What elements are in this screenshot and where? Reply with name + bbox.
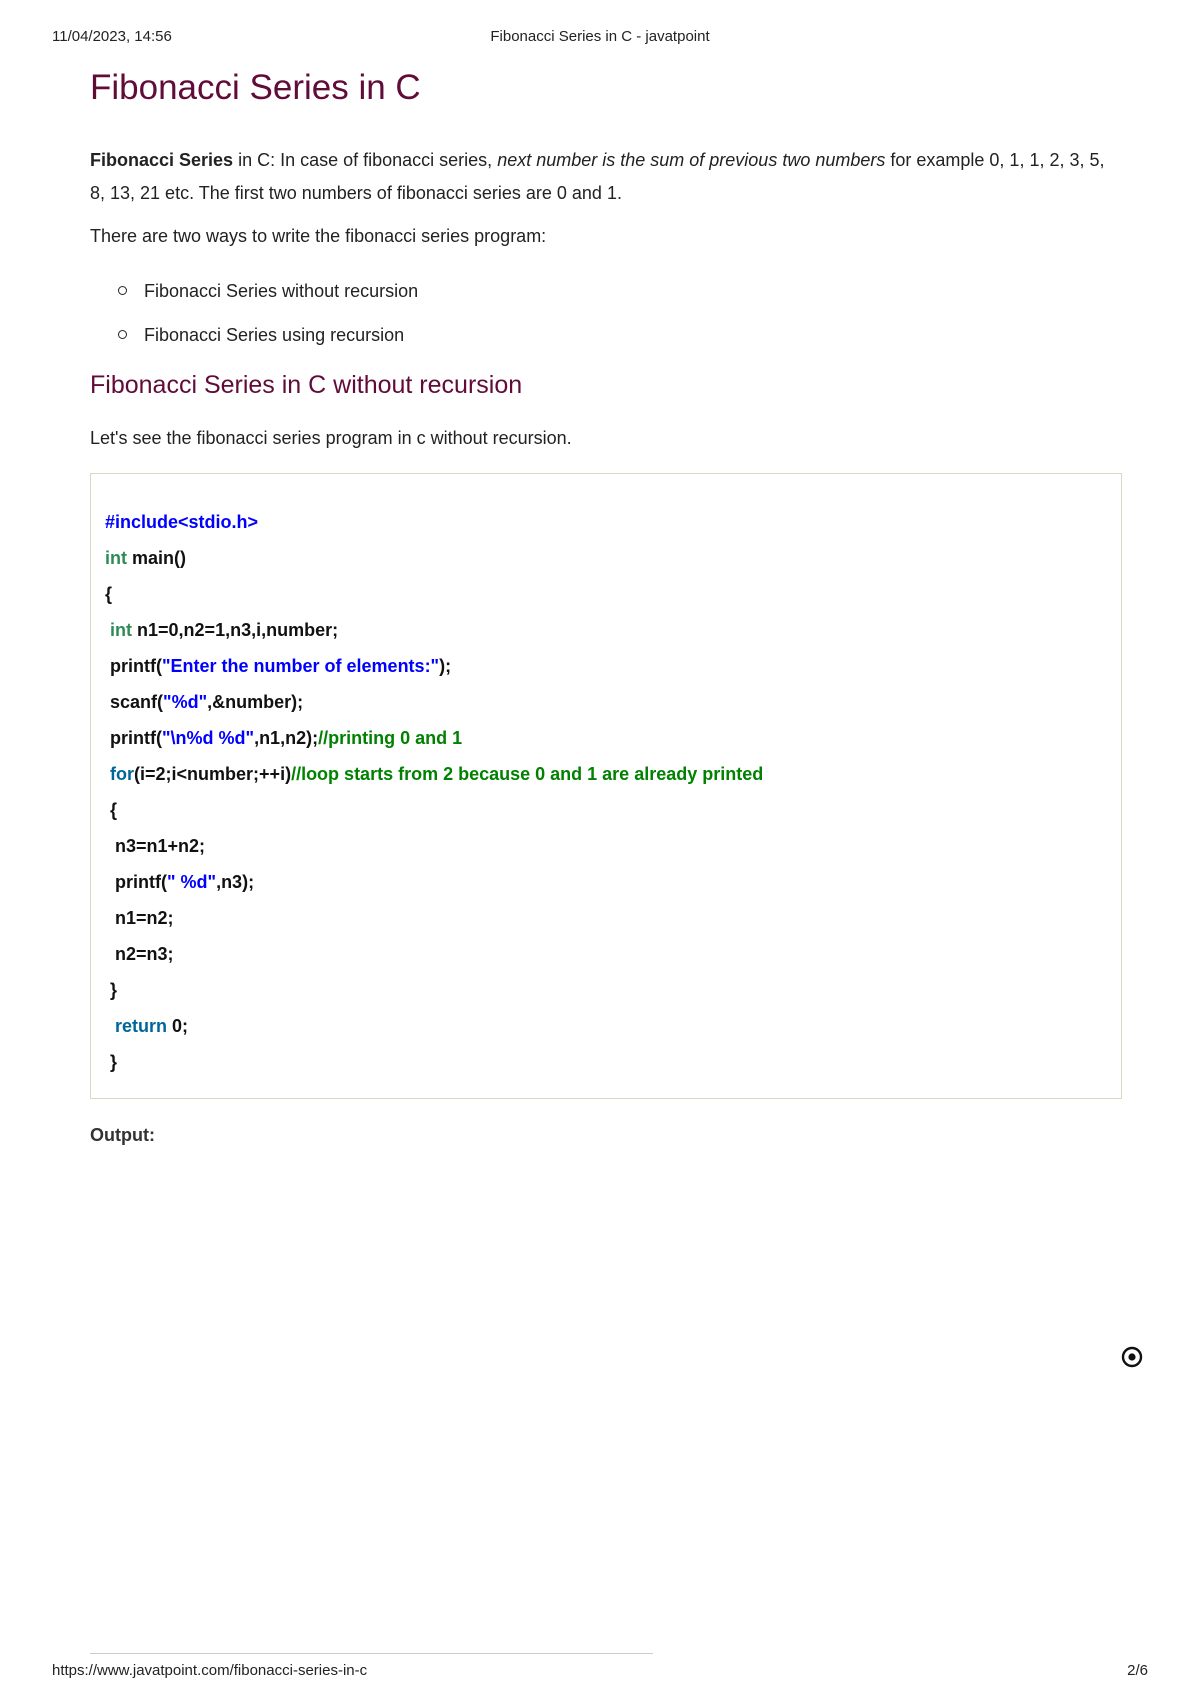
code-line <box>105 900 1107 936</box>
code-line <box>105 504 1107 540</box>
output-label: Output: <box>90 1125 155 1145</box>
list-item-label: Fibonacci Series without recursion <box>144 281 419 301</box>
section-title: Fibonacci Series in C without recursion <box>90 371 523 399</box>
code-token: printf( <box>105 728 162 748</box>
page-number: 2/6 <box>1127 1662 1148 1679</box>
code-token: ,&number); <box>207 692 304 712</box>
code-line <box>105 972 1107 1008</box>
code-token: ); <box>439 656 452 676</box>
intro-text-1: in C: In case of fibonacci series, <box>233 150 498 170</box>
code-token: //loop starts from 2 because 0 and 1 are already printed <box>291 764 764 784</box>
code-token: #include<stdio.h> <box>105 512 259 532</box>
code-line <box>105 540 1107 576</box>
code-token: n3=n1+n2; <box>105 836 206 856</box>
code-line <box>105 936 1107 972</box>
code-token: n2=n3; <box>105 944 174 964</box>
code-token: scanf( <box>105 692 164 712</box>
intro-bold-term: Fibonacci Series <box>90 150 234 170</box>
print-header <box>52 28 1148 48</box>
print-url: https://www.javatpoint.com/fibonacci-series-in-c <box>52 1662 368 1679</box>
code-block <box>90 473 1122 1099</box>
ways-intro: There are two ways to write the fibonacci series program: <box>90 226 547 246</box>
code-token: "\n%d %d" <box>161 728 255 748</box>
code-token: for <box>110 764 135 784</box>
code-token: (i=2;i<number;++i) <box>134 764 292 784</box>
code-line <box>105 648 1107 684</box>
code-token: printf( <box>105 656 162 676</box>
code-line <box>105 756 1107 792</box>
circle-bullet-icon <box>118 286 127 295</box>
close-circle-icon[interactable] <box>1121 1346 1143 1368</box>
code-token: 0; <box>167 1016 189 1036</box>
code-token: } <box>105 980 118 1000</box>
list-item-label: Fibonacci Series using recursion <box>144 325 405 345</box>
article <box>90 60 1122 1146</box>
intro-italic: next number is the sum of previous two numbers <box>497 150 886 170</box>
code-token: { <box>105 800 118 820</box>
code-token: n1=n2; <box>105 908 174 928</box>
print-page-title: Fibonacci Series in C - javatpoint <box>490 28 710 45</box>
code-token: "Enter the number of elements:" <box>161 656 440 676</box>
code-line <box>105 1044 1107 1080</box>
code-token: printf( <box>105 872 167 892</box>
code-token: "%d" <box>163 692 208 712</box>
footer-divider <box>90 1653 653 1654</box>
code-token: " %d" <box>166 872 217 892</box>
code-token: return <box>115 1016 168 1036</box>
code-line <box>105 828 1107 864</box>
code-line <box>105 684 1107 720</box>
code-token <box>105 1016 115 1036</box>
code-token: main() <box>127 548 187 568</box>
code-line <box>105 576 1107 612</box>
code-token: int <box>105 548 127 568</box>
code-line <box>105 864 1107 900</box>
intro-text-2: for example 0, 1, 1, 2, 3, 5, 8, 13, 21 etc. The first two numbers of fibonacci series are 0 and 1. <box>90 150 1105 203</box>
code-line <box>105 1008 1107 1044</box>
ways-list <box>90 269 1122 357</box>
code-token: } <box>105 1052 118 1072</box>
code-token: ,n1,n2); <box>254 728 319 748</box>
code-token: //printing 0 and 1 <box>318 728 463 748</box>
code-line <box>105 612 1107 648</box>
code-token: ,n3); <box>216 872 255 892</box>
code-token: { <box>105 584 113 604</box>
print-date: 11/04/2023, 14:56 <box>52 28 172 45</box>
code-token: int <box>110 620 133 640</box>
article-title: Fibonacci Series in C <box>90 68 421 107</box>
list-item[interactable] <box>118 313 1122 357</box>
print-footer <box>52 1662 1148 1682</box>
code-line <box>105 720 1107 756</box>
circle-bullet-icon <box>118 330 127 339</box>
section-intro: Let's see the fibonacci series program in c without recursion. <box>90 428 572 448</box>
list-item[interactable] <box>118 269 1122 313</box>
code-line <box>105 792 1107 828</box>
intro-paragraph <box>90 144 1122 210</box>
code-token: n1=0,n2=1,n3,i,number; <box>132 620 339 640</box>
